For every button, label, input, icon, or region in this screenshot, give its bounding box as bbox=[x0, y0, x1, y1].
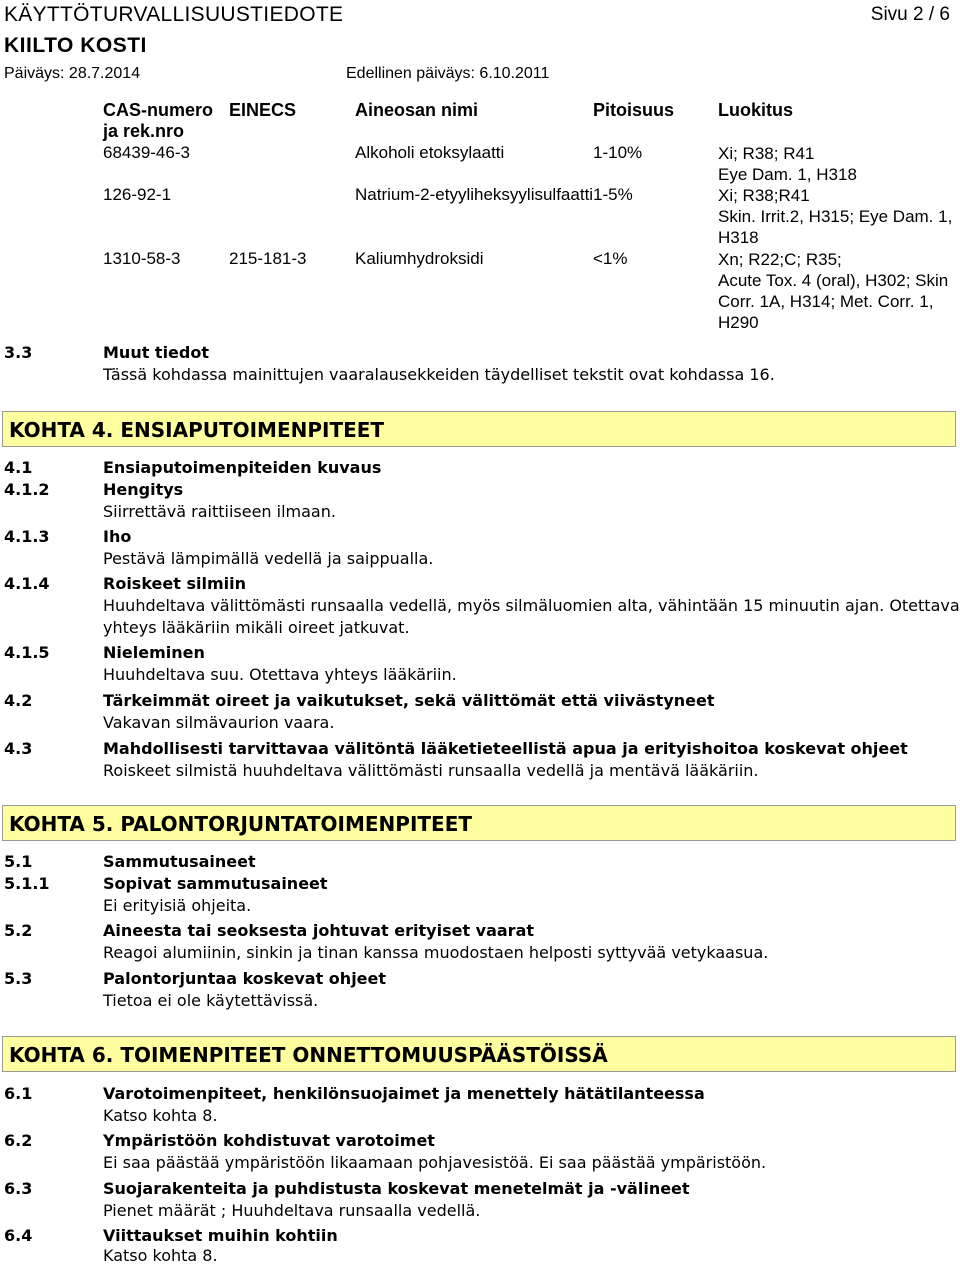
section-text: Katso kohta 8. bbox=[103, 1246, 218, 1265]
section-text: Huuhdeltava välittömästi runsaalla vedellä, myös silmäluomien alta, vähintään 15 minuutin ajan. Otettava bbox=[103, 596, 960, 615]
section-banner-6 bbox=[2, 1036, 956, 1072]
section-text: Vakavan silmävaurion vaara. bbox=[103, 713, 335, 732]
section-number: 6.2 bbox=[4, 1131, 33, 1150]
classification: Xn; R22;C; R35; Acute Tox. 4 (oral), H302; Skin Corr. 1A, H314; Met. Corr. 1, H290 bbox=[718, 250, 949, 332]
section-number: 4.1.3 bbox=[4, 527, 50, 546]
section-text: Tässä kohdassa mainittujen vaaralausekkeiden täydelliset tekstit ovat kohdassa 16. bbox=[103, 365, 775, 384]
section-heading: Sopivat sammutusaineet bbox=[103, 874, 328, 893]
column-header-concentration: Pitoisuus bbox=[593, 100, 675, 120]
cas-number: 1310-58-3 bbox=[103, 249, 181, 268]
ingredient-name: Kaliumhydroksidi bbox=[355, 249, 484, 268]
column-header-name: Aineosan nimi bbox=[355, 100, 479, 120]
section-text: Huuhdeltava suu. Otettava yhteys lääkäriin. bbox=[103, 665, 457, 684]
einecs-number: 215-181-3 bbox=[229, 249, 307, 268]
section-number: 6.1 bbox=[4, 1084, 33, 1103]
document-title: KÄYTTÖTURVALLISUUSTIEDOTE bbox=[4, 3, 344, 26]
section-heading: Tärkeimmät oireet ja vaikutukset, sekä välittömät että viivästyneet bbox=[103, 691, 715, 710]
section-number: 4.1.2 bbox=[4, 480, 50, 499]
page-number: Sivu 2 / 6 bbox=[870, 4, 950, 25]
section-text: Pestävä lämpimällä vedellä ja saippualla. bbox=[103, 549, 434, 568]
section-heading: Suojarakenteita ja puhdistusta koskevat menetelmät ja -välineet bbox=[103, 1179, 690, 1198]
section-text: Katso kohta 8. bbox=[103, 1106, 218, 1125]
section-text: Roiskeet silmistä huuhdeltava välittömästi runsaalla vedellä ja mentävä lääkäriin. bbox=[103, 761, 759, 780]
section-number: 4.1.5 bbox=[4, 643, 50, 662]
concentration: <1% bbox=[593, 249, 628, 268]
section-number: 5.1.1 bbox=[4, 874, 50, 893]
section-heading: Iho bbox=[103, 527, 132, 546]
section-text: Ei saa päästää ympäristöön likaamaan pohjavesistöä. Ei saa päästää ympäristöön. bbox=[103, 1153, 767, 1172]
ingredient-name: Natrium-2-etyyliheksyylisulfaatti bbox=[355, 185, 594, 204]
cas-number: 68439-46-3 bbox=[103, 143, 190, 162]
section-number: 4.3 bbox=[4, 739, 33, 758]
section-heading: Roiskeet silmiin bbox=[103, 574, 246, 593]
section-banner-title: KOHTA 5. PALONTORJUNTATOIMENPITEET bbox=[9, 812, 472, 836]
section-heading: Nieleminen bbox=[103, 643, 205, 662]
section-number: 4.2 bbox=[4, 691, 33, 710]
section-heading: Muut tiedot bbox=[103, 343, 209, 362]
section-number: 4.1 bbox=[4, 458, 33, 477]
product-name: KIILTO KOSTI bbox=[4, 34, 147, 57]
section-heading: Palontorjuntaa koskevat ohjeet bbox=[103, 969, 387, 988]
column-header-einecs: EINECS bbox=[229, 100, 297, 120]
section-banner-title: KOHTA 6. TOIMENPITEET ONNETTOMUUSPÄÄSTÖISSÄ bbox=[9, 1043, 608, 1067]
cas-number: 126-92-1 bbox=[103, 185, 172, 204]
column-header-cas: CAS-numero bbox=[103, 100, 214, 120]
section-text: Ei erityisiä ohjeita. bbox=[103, 896, 252, 915]
classification: Xi; R38; R41 Eye Dam. 1, H318 bbox=[718, 144, 857, 184]
section-heading: Viittaukset muihin kohtiin bbox=[103, 1226, 338, 1245]
section-number: 5.3 bbox=[4, 969, 33, 988]
ingredient-name: Alkoholi etoksylaatti bbox=[355, 143, 505, 162]
section-banner-4 bbox=[2, 411, 956, 447]
document-date: Päiväys: 28.7.2014 bbox=[4, 65, 141, 82]
section-number: 6.4 bbox=[4, 1226, 33, 1245]
section-heading: Hengitys bbox=[103, 480, 184, 499]
section-heading: Ensiaputoimenpiteiden kuvaus bbox=[103, 458, 382, 477]
section-heading: Mahdollisesti tarvittavaa välitöntä lääketieteellistä apua ja erityishoitoa koskevat ohjeet bbox=[103, 739, 908, 758]
section-number: 5.2 bbox=[4, 921, 33, 940]
section-text: yhteys lääkäriin mikäli oireet jatkuvat. bbox=[103, 618, 410, 637]
concentration: 1-10% bbox=[593, 143, 643, 162]
section-text: Reagoi alumiinin, sinkin ja tinan kanssa muodostaen helposti syttyvää vetykaasua. bbox=[103, 943, 769, 962]
section-text: Pienet määrät ; Huuhdeltava runsaalla vedellä. bbox=[103, 1201, 481, 1220]
section-text: Tietoa ei ole käytettävissä. bbox=[103, 991, 319, 1010]
previous-date: Edellinen päiväys: 6.10.2011 bbox=[346, 65, 550, 82]
section-number: 6.3 bbox=[4, 1179, 33, 1198]
section-heading: Varotoimenpiteet, henkilönsuojaimet ja menettely hätätilanteessa bbox=[103, 1084, 705, 1103]
section-text: Siirrettävä raittiiseen ilmaan. bbox=[103, 502, 336, 521]
concentration: 1-5% bbox=[593, 185, 633, 204]
column-header-classification: Luokitus bbox=[718, 100, 793, 120]
section-heading: Aineesta tai seoksesta johtuvat erityiset vaarat bbox=[103, 921, 535, 940]
section-number: 5.1 bbox=[4, 852, 33, 871]
section-number: 3.3 bbox=[4, 343, 33, 362]
column-header-cas-2: ja rek.nro bbox=[103, 121, 185, 141]
section-banner-title: KOHTA 4. ENSIAPUTOIMENPITEET bbox=[9, 418, 385, 442]
classification: Xi; R38;R41 Skin. Irrit.2, H315; Eye Dam. 1, H318 bbox=[718, 186, 953, 247]
section-banner-5 bbox=[2, 805, 956, 841]
section-heading: Sammutusaineet bbox=[103, 852, 256, 871]
section-heading: Ympäristöön kohdistuvat varotoimet bbox=[103, 1131, 435, 1150]
section-number: 4.1.4 bbox=[4, 574, 50, 593]
